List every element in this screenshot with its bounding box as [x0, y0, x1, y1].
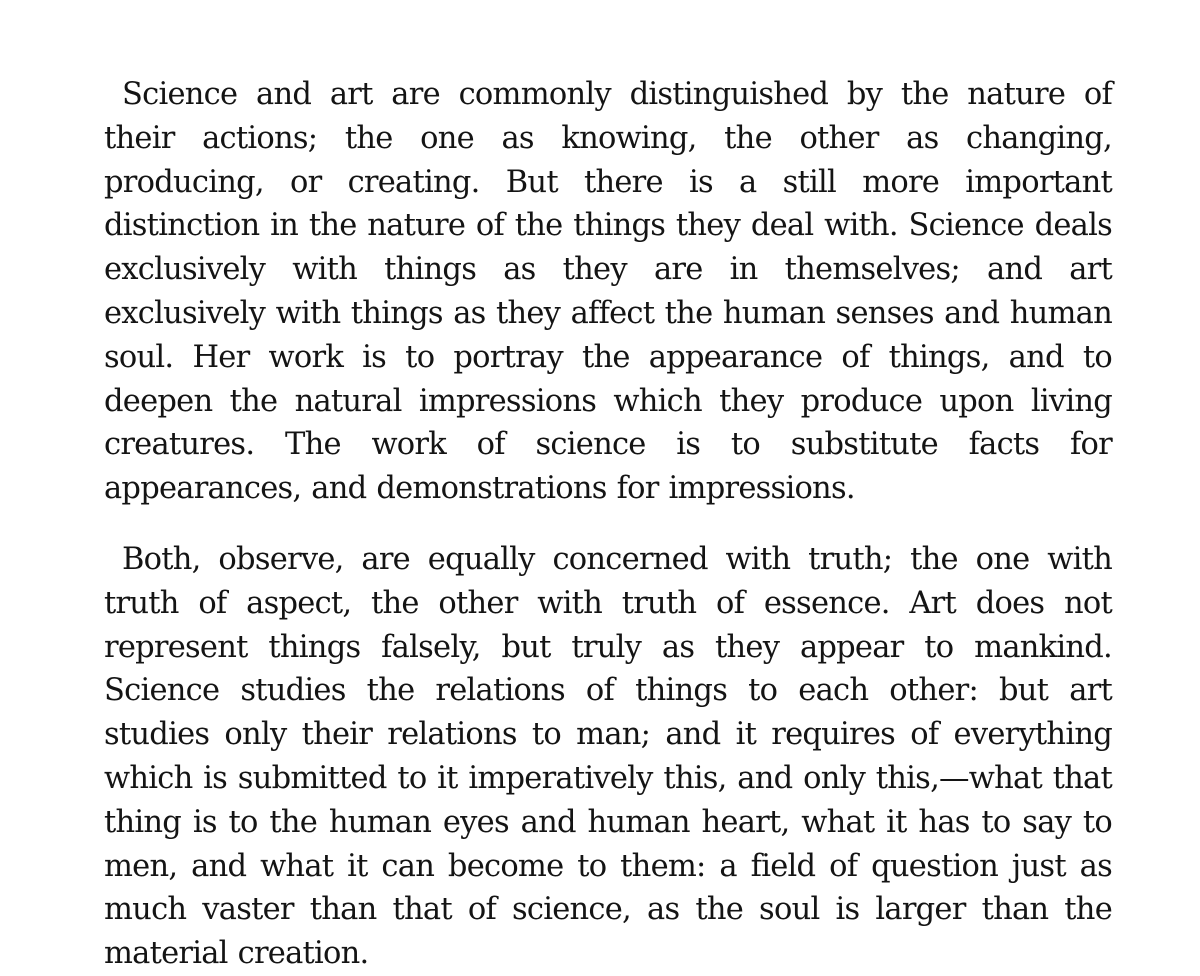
document-page: [104, 73, 1112, 976]
paragraph-truth: Both, observe, are equally concerned with truth; the one with truth of aspect, the other with truth of essence. Art does not represent things falsely, but truly as they appear to mankind. Science studies the relations of things to each other: but art studies only their relations to man; and it requires of everything which is submitted to it imperatively this, and only this,—what that thing is to the human eyes and human heart, what it has to say to men, and what it can become to them: a field of question just as much vaster than that of science, as the soul is larger than the material creation.: [104, 541, 1112, 972]
paragraph-science-and-art: Science and art are commonly distinguished by the nature of their actions; the one as knowing, the other as changing, producing, or creating. But there is a still more important distinction in the nature of the things they deal with. Science deals exclusively with things as they are in themselves; and art exclusively with things as they affect the human senses and human soul. Her work is to portray the appearance of things, and to deepen the natural impressions which they produce upon living creatures. The work of science is to substitute facts for appearances, and demonstrations for impressions.: [104, 77, 1112, 507]
